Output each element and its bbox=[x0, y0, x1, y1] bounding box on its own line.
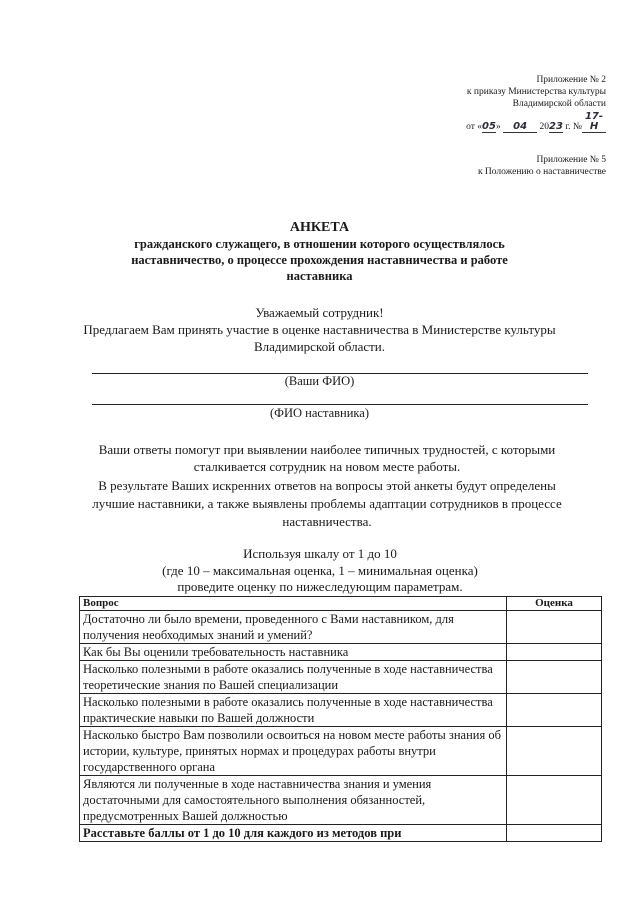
handwritten-order-number: 17-Н bbox=[582, 112, 606, 133]
table-row bbox=[80, 644, 602, 661]
scale-line-1: Используя шкалу от 1 до 10 bbox=[243, 546, 397, 561]
appendix-2-region: Владимирской области bbox=[512, 99, 606, 109]
appendix-5-header bbox=[478, 154, 606, 178]
handwritten-month: 04 bbox=[503, 122, 537, 133]
question-cell: Достаточно ли было времени, проведенного с Вами наставником, для получения необходимых знаний и умений? bbox=[80, 611, 507, 644]
mentor-caption: (ФИО наставника) bbox=[269, 406, 370, 420]
appendix-5-regulation-ref: к Положению о наставничестве bbox=[477, 167, 606, 177]
name-caption: (Ваши ФИО) bbox=[284, 374, 355, 388]
table-row-methods bbox=[80, 825, 602, 842]
score-cell[interactable] bbox=[507, 694, 602, 727]
table-row bbox=[80, 776, 602, 825]
methods-instruction-cell: Расставьте баллы от 1 до 10 для каждого из методов при bbox=[80, 825, 507, 842]
handwritten-day: 05 bbox=[482, 121, 496, 132]
scale-instruction bbox=[100, 546, 540, 596]
invitation-text: Предлагаем Вам принять участие в оценке наставничества в Министерстве культуры Владимирской области. bbox=[83, 322, 556, 354]
result-paragraph: В результате Ваших искренних ответов на вопросы этой анкеты будут определены лучшие наставники, а также выявлены проблемы адаптации сотрудников в процессе наставничества. bbox=[92, 478, 562, 529]
appendix-2-order-ref: к приказу Министерства культуры bbox=[466, 87, 606, 97]
question-cell: Насколько быстро Вам позволили освоиться на новом месте работы знания об истории, культуре, принятых нормах и процедурах работы внутри государственного органа bbox=[80, 727, 507, 776]
table-row bbox=[80, 661, 602, 694]
score-cell[interactable] bbox=[507, 825, 602, 842]
question-cell: Как бы Вы оценили требовательность наставника bbox=[80, 644, 507, 661]
question-cell: Насколько полезными в работе оказались полученные в ходе наставничества практические навыки по Вашей должности bbox=[80, 694, 507, 727]
scale-line-2: (где 10 – максимальная оценка, 1 – минимальная оценка) bbox=[162, 562, 478, 578]
appendix-2-header bbox=[466, 74, 606, 133]
appendix-2-date-line: от «05» 04 2023 г. №17-Н bbox=[466, 112, 606, 133]
purpose-paragraph: Ваши ответы помогут при выявлении наиболее типичных трудностей, с которыми сталкивается сотрудник на новом месте работы. bbox=[98, 442, 556, 474]
score-cell[interactable] bbox=[507, 611, 602, 644]
document-subtitle: гражданского служащего, в отношении которого осуществлялось наставничество, о процессе прохождения наставничества и работе наставника bbox=[131, 237, 508, 283]
questionnaire-table bbox=[79, 596, 602, 842]
table-row bbox=[80, 694, 602, 727]
document-title: АНКЕТА bbox=[289, 220, 350, 235]
question-column-header: Вопрос bbox=[80, 597, 507, 611]
score-cell[interactable] bbox=[507, 727, 602, 776]
question-cell: Насколько полезными в работе оказались полученные в ходе наставничества теоретические знания по Вашей специализации bbox=[80, 661, 507, 694]
handwritten-year: 23 bbox=[549, 121, 563, 132]
score-cell[interactable] bbox=[507, 644, 602, 661]
appendix-2-label: Приложение № 2 bbox=[536, 75, 606, 85]
appendix-5-label: Приложение № 5 bbox=[536, 155, 606, 165]
table-row bbox=[80, 611, 602, 644]
table-header-row bbox=[80, 597, 602, 611]
mentor-fill-line[interactable] bbox=[92, 404, 588, 405]
score-cell[interactable] bbox=[507, 661, 602, 694]
scale-line-3: проведите оценку по нижеследующим параметрам. bbox=[177, 579, 463, 594]
greeting: Уважаемый сотрудник! bbox=[255, 305, 384, 320]
score-cell[interactable] bbox=[507, 776, 602, 825]
score-column-header: Оценка bbox=[507, 597, 602, 611]
table-row bbox=[80, 727, 602, 776]
question-cell: Являются ли полученные в ходе наставничества знания и умения достаточными для самостоятельного выполнения обязанностей, предусмотренных Вашей должностью bbox=[80, 776, 507, 825]
